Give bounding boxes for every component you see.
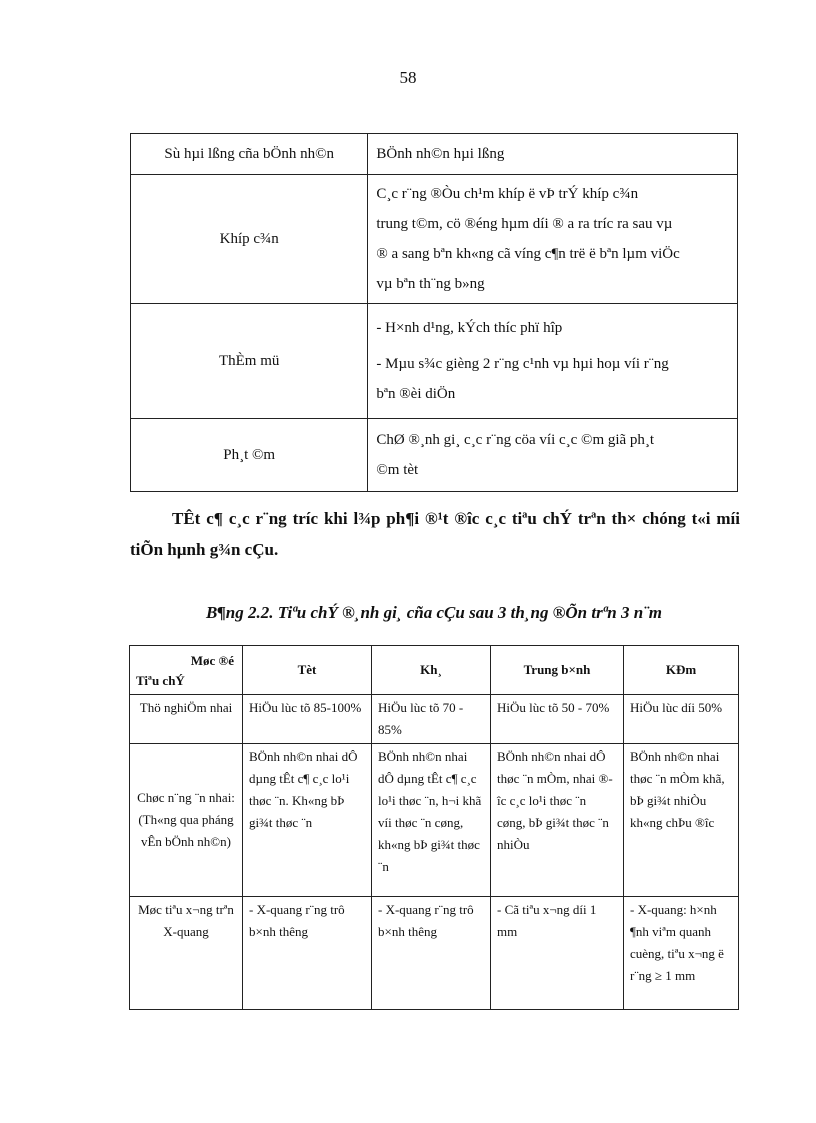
table-cell: BÖnh nh©n nhai thøc ¨n mÒm khã, bÞ gi¾t nhiÒu kh«ng chÞu ®îc [624,744,739,897]
satisfaction-table [130,133,738,492]
page-number: 58 [399,68,417,87]
table-cell: HiÖu lùc tõ 50 - 70% [491,695,624,744]
row-label: Thö nghiÖm nhai [130,695,243,744]
corner-criteria-label: Tiªu chÝ [136,673,185,688]
table-cell: - X-quang r¨ng trô b×nh thêng [372,897,491,1010]
row-label: Khíp c¾n [131,175,368,304]
table-cell: - Cã tiªu x¬ng díi 1 mm [491,897,624,1010]
table-cell: BÖnh nh©n nhai dÔ thøc ¨n mÒm, nhai ®îc c¸c lo¹i thøc ¨n cøng, bÞ gi¾t thøc ¨n nhiÒu [491,744,624,897]
row-description [368,419,738,492]
header-cell-average: Trung b×nh [491,646,624,695]
table-row [131,419,738,492]
description-line: ® a sang bªn kh«ng cã víng c¶n trë ë bªn lµm viÖc [376,246,680,262]
description-line: - Mµu s¾c gièng 2 r¨ng c¹nh vµ hµi hoµ víi r¨ng [376,356,669,372]
row-label: Møc tiªu x¬ng trªn X-quang [130,897,243,1010]
table-cell: HiÖu lùc díi 50% [624,695,739,744]
header-cell-fair: Kh¸ [372,646,491,695]
header-cell-satisfied: BÖnh nh©n hµi lßng [368,134,738,175]
table-cell: BÖnh nh©n nhai dÔ dµng tÊt c¶ c¸c lo¹i thøc ¨n. Kh«ng bÞ gi¾t thøc ¨n [243,744,372,897]
table-cell: - X-quang: h×nh ¶nh viªm quanh cuèng, tiªu x¬ng ë r¨ng ≥ 1 mm [624,897,739,1010]
header-cell-good: Tèt [243,646,372,695]
description-line: C¸c r¨ng ®Òu ch¹m khíp ë vÞ trÝ khíp c¾n [376,186,639,202]
header-cell-poor: KÐm [624,646,739,695]
table-header-row [130,646,739,695]
table-cell: HiÖu lùc tõ 70 - 85% [372,695,491,744]
description-line: - H×nh d¹ng, kÝch thíc phï hîp [376,320,563,336]
row-label: Chøc n¨ng ¨n nhai: (Th«ng qua pháng vÊn bÖnh nh©n) [130,744,243,897]
description-line: ©m tèt [376,462,419,478]
description-line: ChØ ®¸nh gi¸ c¸c r¨ng cöa víi c¸c ©m giã ph¸t [376,432,655,448]
table-cell: HiÖu lùc tõ 85-100% [243,695,372,744]
table-row [131,175,738,304]
description-line: vµ bªn th¨ng b»ng [376,276,485,292]
row-description [368,304,738,419]
row-label: Ph¸t ©m [131,419,368,492]
table-row [131,304,738,419]
table-cell: - X-quang r¨ng trô b×nh thêng [243,897,372,1010]
corner-level-label: Møc ®é [190,653,234,668]
table-row [130,744,739,897]
table-row [130,897,739,1010]
table-row [130,695,739,744]
table-cell: BÖnh nh©n nhai dÔ dµng tÊt c¶ c¸c lo¹i thøc ¨n, h¬i khã víi thøc ¨n cøng, kh«ng bÞ gi¾t thøc ¨n [372,744,491,897]
table-caption: B¶ng 2.2. Tiªu chÝ ®¸nh gi¸ cña cÇu sau 3 th¸ng ®Õn trªn 3 n¨m [205,603,663,622]
row-label: ThÈm mü [131,304,368,419]
corner-header-cell [130,646,243,695]
table-header-row [131,134,738,175]
description-line: trung t©m, cö ®éng hµm díi ® a ra tríc ra sau vµ [376,216,673,232]
evaluation-criteria-table [129,645,739,1010]
body-paragraph: TÊt c¶ c¸c r¨ng tríc khi l¾p ph¶i ®¹t ®îc c¸c tiªu chÝ trªn th× chóng t«i míi tiÕn hµnh g¾n cÇu. [130,509,740,559]
description-line: bªn ®èi diÖn [376,386,456,402]
row-description [368,175,738,304]
header-cell-criteria: Sù hµi lßng cña bÖnh nh©n [131,134,368,175]
